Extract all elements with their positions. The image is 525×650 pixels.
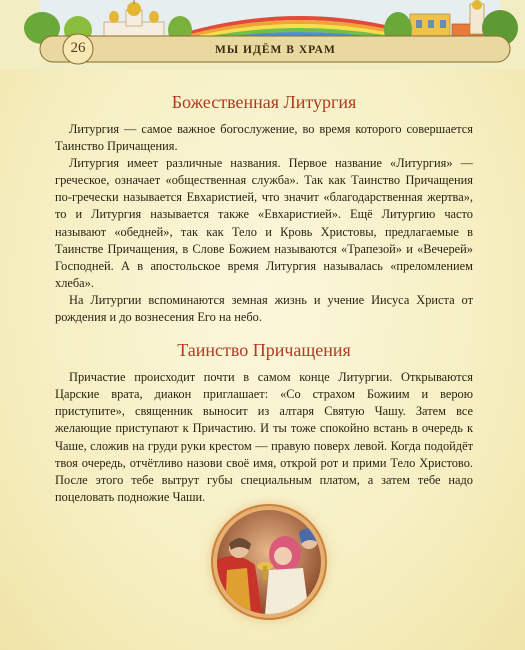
header-illustration [0, 0, 525, 70]
paragraph: Литургия имеет различные названия. Первое название «Литургия» — греческое, означает «общественная служба». Так как Таинство Причащения по-гречески называется Евхаристией, что значит «благодарственная жертва», то и Литургия называется также «Евхаристией». Ещё Литургию часто называют «обедней», так как Тело и Кровь Христовы, предлагаемые в Таинстве Причащения, в Слове Божием называются «Трапезой» и «Вечерей» Господней. А в апостольское время Литургия называлась «преломлением хлеба». [55, 156, 473, 290]
paragraph: Литургия — самое важное богослужение, во время которого совершается Таинство Причащения. [55, 122, 473, 154]
article-body [55, 92, 473, 506]
communion-photo [217, 510, 321, 614]
section-heading-liturgy: Божественная Литургия [171, 92, 357, 112]
section-heading-communion: Таинство Причащения [177, 340, 351, 361]
paragraph: На Литургии вспоминаются земная жизнь и учение Иисуса Христа от рождения и до вознесения Его на небо. [55, 292, 473, 325]
running-title: МЫ ИДЁМ В ХРАМ [215, 44, 336, 56]
paragraph: Причастие происходит почти в самом конце Литургии. Открываются Царские врата, диакон приглашает: «Со страхом Божиим и верою приступите», священник выносит из алтаря Святую Чашу. Затем все желающие приступают к Причастию. И ты тоже спокойно встань в очередь к Чаше, сложив на груди руки крестом — правую поверх левой. Когда подойдёт твоя очередь, отчётливо назови своё имя, открой рот и прими Тело Христово. После этого тебе вытрут губы специальным платом, а затем тебе надо поцеловать подножие Чаши. [55, 370, 473, 504]
header-banner [0, 0, 525, 70]
communion-photo-image [217, 510, 321, 614]
page-number: 26 [70, 40, 86, 56]
